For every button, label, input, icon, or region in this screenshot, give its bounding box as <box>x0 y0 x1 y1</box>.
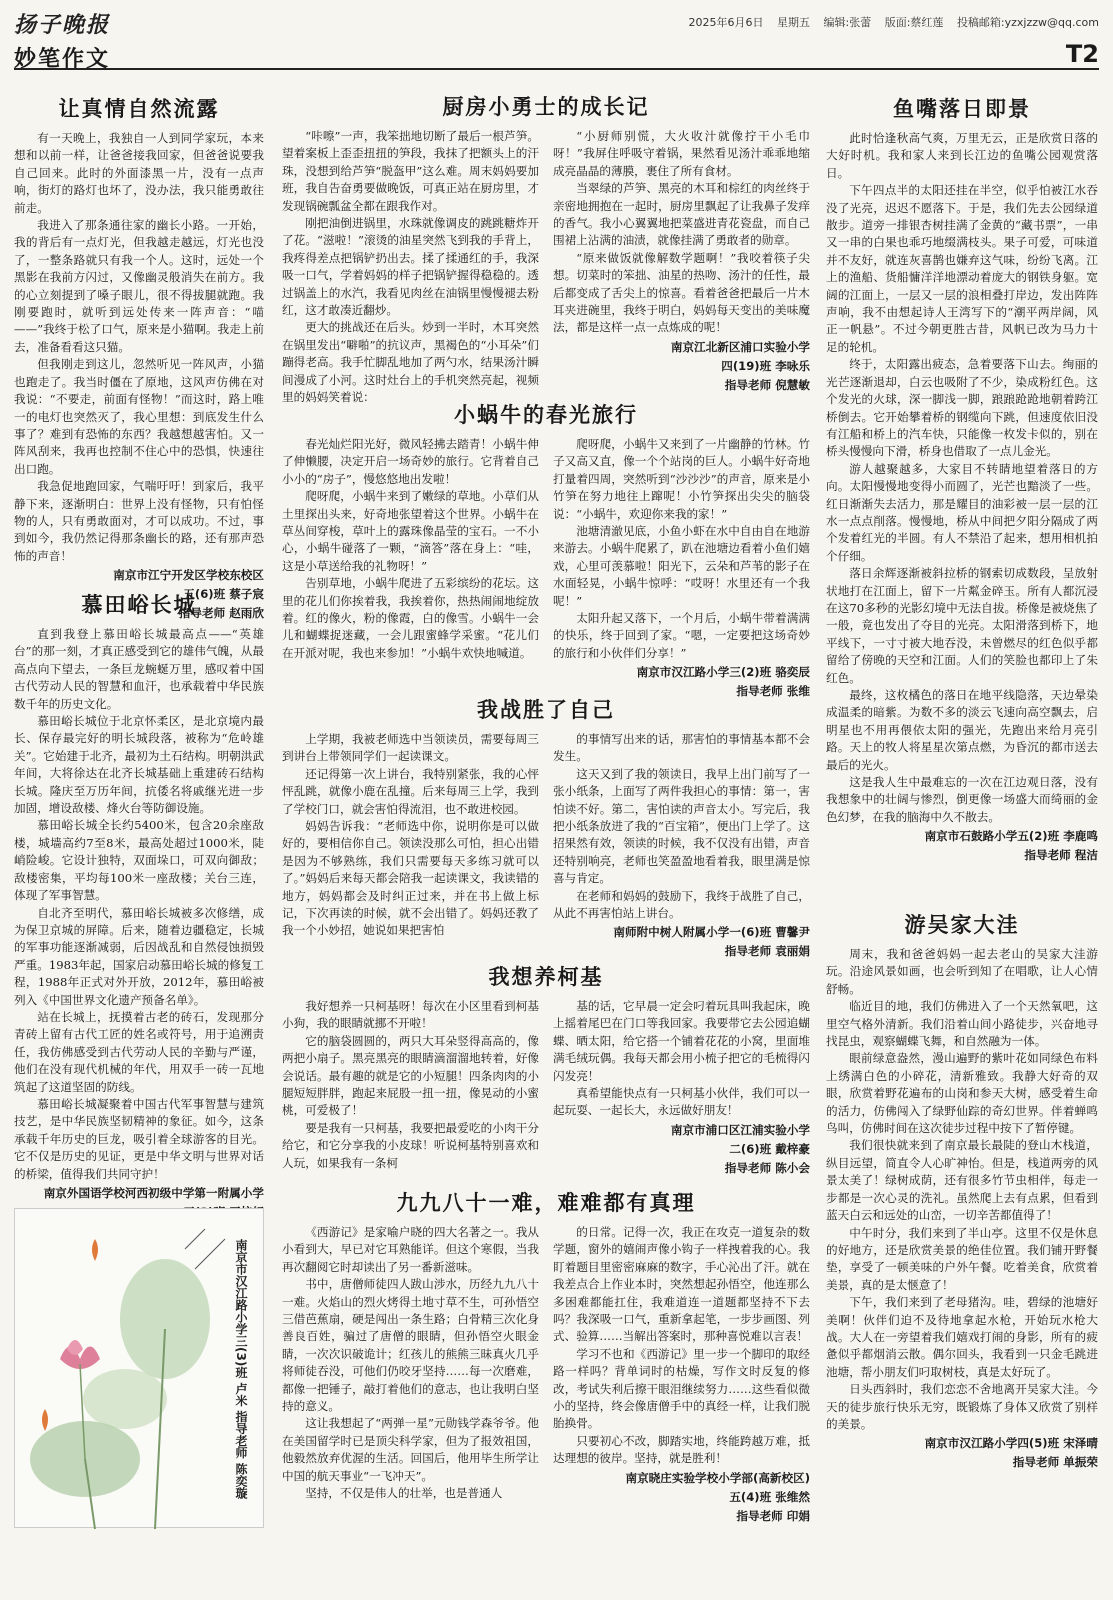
article-paragraph: 更大的挑战还在后头。炒到一半时，木耳突然在锅里发出“噼啪”的抗议声，黑褐色的“小耳朵”们蹦得老高。我手忙脚乱地加了两勺水，结果汤汁瞬间漫成了小河。这时灶台上的手机突然亮起，视频里的妈妈笑着说： <box>282 320 539 405</box>
author-school: 南京江北新区浦口实验小学 <box>670 339 810 354</box>
author-name: 南京市石鼓路小学五(2)班 李鹿鸣 <box>924 829 1098 844</box>
newspaper-logo: 扬子晚报 <box>14 12 111 38</box>
author-name: 南京市汉江路小学三(2)班 骆奕辰 <box>636 665 810 680</box>
article-paragraph: 直到我登上慕田峪长城最高点——“英雄台”的那一刻，才真正感受到它的雄伟气魄，从最高点向下望去，一条巨龙蜿蜒万里，感叹着中国古代劳动人民的智慧和血汗，也承载着中华民族数千年的历史文化。 <box>14 627 264 711</box>
article-paragraph: 我好想养一只柯基呀！每次在小区里看到柯基小狗，我的眼睛就挪不开啦！ <box>282 999 539 1031</box>
article-paragraph: 这让我想起了“两弹一星”元勋钱学森爷爷。他在美国留学时已是顶尖科学家，但为了报效祖国，他毅然放弃优渥的生活。回国后，他用毕生所学让中国的航天事业“一飞冲天”。 <box>282 1416 539 1483</box>
article-paragraph: 上学期，我被老师选中当领读员，需要每周三到讲台上带领同学们一起读课文。 <box>282 732 539 764</box>
author-school: 南京市浦口区江浦实验小学 <box>670 1122 810 1137</box>
article-paragraph: 游人越聚越多，大家目不转睛地望着落日的方向。太阳慢慢地变得小而圆了，光芒也黯淡了一些。红日渐渐失去活力，那是耀目的油彩被一层一层的江水一点点削落。慢慢地，桥从中间把夕阳分隔成了两个发着红光的半圆。有人不禁沿了起来，想用相机拍个仔细。 <box>826 461 1098 563</box>
painting-caption <box>233 1239 249 1499</box>
article-paragraph: 的事情写出来的话，那害怕的事情基本都不会发生。 <box>553 732 810 764</box>
article-title: 小蜗牛的春光旅行 <box>454 402 638 427</box>
article-paragraph: 这天又到了我的领读日，我早上出门前写了一张小纸条，上面写了两件我担心的事情：第一，害怕读不好。第二，害怕读的声音太小。写完后，我把小纸条放进了我的“百宝箱”，便出门上学了。这招果然有效，领读的时候，我不仅没有出错，声音还特别响亮，老师也笑盈盈地看着我，眼里满是惊喜与肯定。 <box>553 766 810 886</box>
article-title: 我战胜了自己 <box>477 697 615 722</box>
article-paragraph: 在老师和妈妈的鼓励下，我终于战胜了自己，从此不再害怕站上讲台。 <box>553 888 810 921</box>
article-paragraph: 《西游记》是家喻户晓的四大名著之一。我从小看到大，早已对它耳熟能详。但这个寒假，当我再次翻阅它时却读出了另一番新滋味。 <box>282 1225 539 1274</box>
article-paragraph: 自北齐至明代，慕田峪长城被多次修缮，成为保卫京城的屏障。后来，随着边疆稳定，长城的军事功能逐渐减弱，后因战乱和自然侵蚀损毁严重。1983年起，国家启动慕田峪长城的修复工程，1988年正式对外开放，2012年，慕田峪被列入《中国世界文化遗产预备名单》。 <box>14 905 264 1007</box>
teacher-name: 指导老师 程洁 <box>1024 848 1098 863</box>
lotus-painting-image <box>15 1209 265 1529</box>
author-school: 南京市江宁开发区学校东校区 <box>113 568 264 583</box>
article-paragraph: 要是我有一只柯基，我要把最爱吃的小肉干分给它，和它分享我的小皮球！听说柯基特别喜欢和人玩，如果我有一条柯 <box>282 1120 539 1170</box>
article-paragraph: 周末，我和爸爸妈妈一起去老山的吴家大洼游玩。沿途风景如画，也会听到知了在唱歌，让人心情舒畅。 <box>826 947 1098 996</box>
teacher-name: 指导老师 倪慧敏 <box>724 377 810 392</box>
author-school: 南京晓庄实验学校小学部(高新校区) <box>625 1470 810 1485</box>
student-painting <box>14 1208 264 1528</box>
teacher-name: 指导老师 单振荣 <box>1012 1455 1098 1470</box>
article-paragraph: 日头西斜时，我们恋恋不舍地离开吴家大洼。今天的徒步旅行快乐无穷，既锻炼了身体又欣赏了别样的美景。 <box>826 1382 1098 1431</box>
article-paragraph: 池塘清澈见底，小鱼小虾在水中自由自在地游来游去。小蜗牛爬累了，趴在池塘边看着小鱼们嬉戏，心里可羡慕啦！阳光下，云朵和芦苇的影子在水面轻晃，小蜗牛惊呼：“哎呀！水里还有一个我呢！” <box>553 524 810 608</box>
article-paragraph: 书中，唐僧师徒四人跋山涉水，历经九九八十一难。火焰山的烈火烤得土地寸草不生，可孙悟空三借芭蕉扇，硬是闯出一条生路；白骨精三次化身善良百姓，骗过了唐僧的眼睛，但孙悟空火眼金睛，一次次识破诡计；红孩儿的熊熊三昧真火几乎将师徒吞没，可他们仍咬牙坚持……每一次磨难，都像一把锤子，敲打着他们的意志，也让我明白坚持的意义。 <box>282 1277 539 1414</box>
article-title: 我想养柯基 <box>488 964 604 989</box>
article-paragraph: 下午四点半的太阳还挂在半空，似乎怕被江水吞没了光亮，迟迟不愿落下。于是，我们先去公园绿道散步。道旁一排银杏树挂满了金黄的“藏书票”，一串又一串的白果也乖巧地缀满枝头。果子可爱，可味道并不友好，就连灰喜鹊也嫌弃这气味，纷纷飞离。江上的渔船、货船慵洋洋地漂动着庞大的钢铁身躯。宽阔的江面上，一层又一层的浪相叠打岸边，发出阵阵声响，我不由想起诗人王湾写下的“潮平两岸阔，风正一帆悬”。不过今朝更胜古昔，风帆已改为马力十足的轮机。 <box>826 183 1098 354</box>
author-name: 南京市汉江路小学四(5)班 宋泽晴 <box>924 1436 1098 1451</box>
article-paragraph: 此时恰逢秋高气爽，万里无云，正是欣赏日落的大好时机。我和家人来到长江边的鱼嘴公园观赏落日。 <box>826 131 1098 180</box>
teacher-name: 指导老师 张维 <box>736 684 810 699</box>
article-overcame-myself <box>282 697 810 959</box>
article-paragraph: 学习不也和《西游记》里一步一个脚印的取经路一样吗？背单词时的枯燥，写作文时反复的修改，考试失利后擦干眼泪继续努力……这些看似微小的坚持，终会像唐僧手中的真经一样，让我们脱胎换骨。 <box>553 1346 810 1431</box>
article-paragraph: 慕田峪长城位于北京怀柔区，是北京境内最长、保存最完好的明长城段落，被称为“危岭雄关”。它始建于北齐，最初为土石结构。明朝洪武年间，大将徐达在北齐长城基础上重建砖石结构长城。隆庆至万历年间，抗倭名将戚继光进一步加固，增设敌楼、烽火台等防御设施。 <box>14 714 264 816</box>
article-paragraph: 当翠绿的芦笋、黑亮的木耳和棕红的肉丝终于亲密地拥抱在一起时，厨房里飘起了让我鼻子发痒的香气。我小心翼翼地把菜盛进青花瓷盘，而自己围裙上沾满的油渍，就像挂满了勇敢者的勋章。 <box>553 181 810 248</box>
article-paragraph: 但我刚走到这儿，忽然听见一阵风声，小猫也跑走了。我当时僵在了原地，这风声仿佛在对我说：“不要走，前面有怪物！”而这时，路上唯一的电灯也突然灭了，我心里想：到底发生什么事了？难到有恐怖的东西？我越想越害怕。又一阵风刮来，我再也控制不住心中的恐惧，快速往出口跑。 <box>14 357 264 476</box>
article-kitchen-hero <box>282 94 810 405</box>
article-paragraph: 太阳升起又落下，一个月后，小蜗牛带着满满的快乐，终于回到了家。“嗯，一定要把这场奇妙的旅行和小伙伴们分享！” <box>553 611 810 660</box>
article-paragraph: “咔嚓”一声，我笨拙地切断了最后一根芦笋。望着案板上歪歪扭扭的笋段，我抹了把额头上的汗珠，没想到给芦笋“脱盔甲”这么难。周末妈妈要加班，我自告奋勇要做晚饭，可真正站在厨房里，才发现锅碗瓢盆全都在跟我作对。 <box>282 129 539 213</box>
issue-weekday: 星期五 <box>777 16 810 29</box>
article-paragraph: 下午，我们来到了老母猪沟。哇，碧绿的池塘好美啊！伙伴们迫不及待地拿起水枪，开始玩水枪大战。大人在一旁望着我们嬉戏打闹的身影，所有的疲惫似乎都烟消云散。偶尔回头，我看到一只金毛跳进池塘，帮小朋友们叼取树枝，真是太好玩了。 <box>826 1295 1098 1379</box>
article-81-trials <box>282 1190 810 1594</box>
article-mutianyu <box>14 592 264 1200</box>
author-name: 四(19)班 李咏乐 <box>721 358 810 373</box>
submission-email[interactable]: 投稿邮箱:yzxjzzw@qq.com <box>956 16 1099 29</box>
article-yuzui-sunset <box>826 96 1098 904</box>
article-title: 让真情自然流露 <box>58 96 220 121</box>
article-paragraph: 站在长城上，抚摸着古老的砖石，发现那分青砖上留有古代工匠的姓名或符号，用于追溯责任，我仿佛感受到古代劳动人民的辛勤与严谨，他们在没有现代机械的年代，用双手一砖一瓦地筑起了这道坚固的防线。 <box>14 1009 264 1094</box>
article-paragraph: 终于，太阳露出疲态，急着要落下山去。绚丽的光芒逐渐退却，白云也吸附了不少，染成粉红色。这个发光的火球，深一脚浅一脚，踉踉跄跄地朝着跨江桥倒去。它开始攀着桥的钢缆向下跳，但速度依旧没有江船和桥上的汽车快，只能像一枚发卡似的，别在桥头慢慢向下滑，桥身也借取了一点儿金光。 <box>826 357 1098 459</box>
article-paragraph: 慕田峪长城全长约5400米，包含20余座敌楼，城墙高约7至8米，最高处超过1000米，陡峭险峻。它设计独特，双面垛口，可双向御敌；敌楼密集，平均每100米一座敌楼；关台三连，体现了军事智慧。 <box>14 818 264 903</box>
article-paragraph: “原来做饭就像解数学题啊！”我咬着筷子尖想。切菜时的笨拙、油星的热吻、汤汁的任性，最后都变成了舌尖上的惊喜。看着爸爸把最后一片木耳夹进碗里，我终于明白，妈妈每天变出的美味魔法，都是这样一点一点炼成的呢！ <box>553 250 810 335</box>
painter-credit: 南京市汉江路小学三(3)班 卢米 <box>234 1239 248 1407</box>
article-title: 慕田峪长城 <box>81 592 197 617</box>
article-corgi <box>282 964 810 1184</box>
issue-meta <box>679 14 1100 30</box>
article-paragraph: 只要初心不改，脚踏实地，终能跨越万难，抵达理想的彼岸。坚持，就是胜利！ <box>553 1433 810 1466</box>
article-paragraph: 我急促地跑回家，气喘吁吁！到家后，我平静下来，逐渐明白：世界上没有怪物，只有怕怪物的人，只有勇敢面对，才可以成功。不过，事到如今，我仍然记得那条幽长的路，还有那声恐怖的声音！ <box>14 479 264 563</box>
article-wujiadawa <box>826 912 1098 1596</box>
section-title: 妙笔作文 <box>14 46 111 72</box>
teacher-name: 指导老师 赵雨欣 <box>178 606 264 621</box>
article-paragraph: 基的话，它早晨一定会叼着玩具叫我起床，晚上摇着尾巴在门口等我回家。我要带它去公园追蝴蝶、晒太阳，给它搭一个铺着花花的小窝，里面堆满毛绒玩偶。我每天都会用小梳子把它的毛梳得闪闪发亮！ <box>553 999 810 1083</box>
article-paragraph: 刚把油倒进锅里，水珠就像调皮的跳跳糖炸开了花。“滋啦！”滚烫的油星突然飞到我的手背上，我疼得差点把锅铲扔出去。揉了揉通红的手，我深吸一口气，学着妈妈的样子把锅铲握得稳稳的。透过锅盖上的水汽，我看见肉丝在油锅里慢慢褪去粉红，这才敢凑近翻炒。 <box>282 216 539 318</box>
article-paragraph: 的日常。记得一次，我正在攻克一道复杂的数学题，窗外的嬉闹声像小钩子一样拽着我的心。我盯着题目里密密麻麻的数字，手心沁出了汗。就在我差点合上作业本时，突然想起孙悟空，他连那么多困难都能扛住，我难道连一道题都坚持不下去吗？我深吸一口气，重新拿起笔，一步步画图、列式、验算……当解出答案时，那种喜悦难以言表！ <box>553 1225 810 1344</box>
article-title: 九九八十一难，难难都有真理 <box>396 1190 696 1215</box>
page-number: T2 <box>1065 40 1099 68</box>
teacher-name: 指导老师 印娟 <box>736 1508 810 1523</box>
article-paragraph: 这是我人生中最难忘的一次在江边观日落，没有我想象中的壮阔与惨烈，倒更像一场盛大而绮丽的金色幻梦，在我的脑海中久不散去。 <box>826 775 1098 824</box>
article-paragraph: 我进入了那条通往家的幽长小路。一开始，我的背后有一点灯光，但我越走越远，灯光也没了，一整条路就只有我一个人。这时，远处一个黑影在我前方闪过，又像幽灵般消失在前方。我的心立刻提到了嗓子眼儿，很不得拔腿就跑。我刚要跑时，就听到远处传来一阵声音：“喵——”我终于松了口气，原来是小猫啊。我走上前去，准备看看这只猫。 <box>14 218 264 354</box>
article-paragraph: 坚持，不仅是伟人的壮举，也是普通人 <box>305 1486 503 1501</box>
painting-teacher: 指导老师 陈奕璇 <box>234 1410 248 1499</box>
article-paragraph: 我们很快就来到了南京最长最陡的登山木栈道，纵目远望，简直令人心旷神怡。但是，栈道两旁的风景太美了！绿树成荫，还有很多竹节虫相伴，每走一步都是一次心灵的洗礼。虽然爬上去有点累，但看到蓝天白云和远处的山峦，一切辛苦都值得了！ <box>826 1138 1098 1223</box>
author-name: 二(6)班 戴梓豪 <box>729 1141 810 1156</box>
teacher-name: 指导老师 陈小会 <box>724 1160 810 1175</box>
editor: 编辑:张蕾 <box>823 16 872 29</box>
article-paragraph: 还记得第一次上讲台，我特别紧张，我的心怦怦乱跳，就像小鹿在乱撞。后来每周三上学，我到了学校门口，就会害怕得流泪，也不敢进校园。 <box>282 766 539 816</box>
article-paragraph: 真希望能快点有一只柯基小伙伴，我们可以一起玩耍、一起长大，永远做好朋友！ <box>553 1086 810 1118</box>
issue-date: 2025年6月6日 <box>688 16 764 29</box>
layout-editor: 版面:蔡红莲 <box>884 16 944 29</box>
article-paragraph: 最终，这枚橘色的落日在地平线隐落，天边晕染成温柔的暗紫。为数不多的淡云飞速向高空飘去，启明星也不用再偎依太阳的强光，先跑出来给月亮引路。天上的牧人将星星次第点燃，为昏沉的都市送去最后的光火。 <box>826 688 1098 772</box>
article-paragraph: 慕田峪长城凝聚着中国古代军事智慧与建筑技艺，是中华民族坚韧精神的象征。如今，这条承载千年历史的巨龙，吸引着全球游客的目光。它不仅是历史的见证，更是中华文明与世界对话的桥梁，值得我们共同守护！ <box>14 1096 264 1181</box>
article-paragraph: 春光灿烂阳光好，微风轻拂去踏青！小蜗牛伸了伸懒腰，决定开启一场奇妙的旅行。它背着自己小小的“房子”，慢悠悠地出发啦！ <box>282 437 539 486</box>
author-school: 南京外国语学校河西初级中学第一附属小学 <box>43 1186 264 1200</box>
article-title: 厨房小勇士的成长记 <box>442 94 650 119</box>
article-paragraph: 中午时分，我们来到了半山亭。这里不仅是休息的好地方，还是欣赏美景的绝佳位置。我们铺开野餐垫，享受了一顿美味的户外午餐。吃着美食，欣赏着美景，真的是太惬意了！ <box>826 1225 1098 1292</box>
article-paragraph: 爬呀爬，小蜗牛又来到了一片幽静的竹林。竹子又高又直，像一个个站岗的巨人。小蜗牛好奇地打量着四周，突然听到“沙沙沙”的声音，原来是小竹笋在努力地往上蹿呢！小竹笋探出尖尖的脑袋说：“小蜗牛，欢迎你来我的家！” <box>553 437 810 521</box>
teacher-name: 指导老师 袁丽娟 <box>724 944 810 959</box>
article-paragraph: 临近目的地，我们仿佛进入了一个天然氧吧，这里空气格外清新。我们沿着山间小路徒步，兴奋地寻找昆虫，观察蝴蝶飞舞，和自然融为一体。 <box>826 999 1098 1049</box>
masthead <box>14 6 1099 70</box>
article-title: 游吴家大洼 <box>904 912 1020 937</box>
article-paragraph: 它的脑袋圆圆的，两只大耳朵竖得高高的，像两把小扇子。黑亮黑亮的眼睛滴溜溜地转着，好像会说话。最有趣的就是它的小短腿！四条肉肉的小腿短短胖胖，跑起来屁股一扭一扭，像晃动的小蜜桃，可爱极了！ <box>282 1033 539 1118</box>
article-paragraph: 眼前绿意盎然，漫山遍野的紫叶花如同绿色布料上绣满白色的小碎花，清新雅致。我静大好奇的双眼，欣赏着野花遍布的山岗和参天大树，感受着生命的活力，仿佛闯入了绿野仙踪的奇幻世界。伴着蝉鸣鸟叫，仿佛时间在这次徒步过程中按下了暂停键。 <box>826 1051 1098 1136</box>
author-name: 五(6)班 蔡子宸 <box>183 587 264 602</box>
author-name: 南师附中树人附属小学一(6)班 曹馨尹 <box>613 925 810 940</box>
author-name: 五(4)班 张维然 <box>729 1489 810 1504</box>
article-title: 鱼嘴落日即景 <box>893 96 1031 121</box>
article-paragraph: 落日余辉逐渐被斜拉桥的钢索切成数段，呈放射状地打在江面上，留下一片粼金碎玉。所有人都沉浸在这70多秒的光影幻境中无法自拔。桥像是被烧焦了一般，竟也发出了夺目的光亮。太阳滑落到桥下，地平线下，一寸寸被大地吞没，未曾燃尽的红色似乎都留给了傍晚的天空和江面。人们的笑脸也都印上了朱红色。 <box>826 566 1098 685</box>
article-paragraph: “小厨师别慌，大火收汁就像拧干小毛巾呀！”我屏住呼吸守着锅，果然看见汤汁乖乖地缩成亮晶晶的薄膜，裹住了所有食材。 <box>553 129 810 178</box>
article-snail-trip <box>282 402 810 699</box>
article-paragraph: 告别草地，小蜗牛爬进了五彩缤纷的花坛。这里的花儿们你挨着我，我挨着你，热热闹闹地绽放着。红的像火，粉的像霞，白的像雪。小蜗牛一会儿和蝴蝶捉迷藏，一会儿跟蜜蜂学采蜜。“花儿们在开派对呢，我也来参加！”小蜗牛欢快地喊道。 <box>282 576 539 660</box>
article-paragraph: 有一天晚上，我独自一人到同学家玩，本来想和以前一样，让爸爸接我回家，但爸爸说要我自己回来。此时的外面漆黑一片，没有一点声响，街灯的路灯也坏了，没办法，我只能勇敢往前走。 <box>14 131 264 215</box>
article-paragraph: 爬呀爬，小蜗牛来到了嫩绿的草地。小草们从土里探出头来，好奇地张望着这个世界。小蜗牛在草丛间穿梭，草叶上的露珠像晶莹的宝石。一不小心，小蜗牛碰落了一颗，“滴答”落在身上：“哇，这是小草送给我的礼物呀！” <box>282 489 539 573</box>
article-paragraph: 妈妈告诉我：“老师选中你，说明你是可以做好的，要相信你自己。领读没那么可怕，担心出错是因为不够熟练，我们只需要每天多练习就可以了。”妈妈后来每天都会陪我一起读课文，我读错的地方，妈妈都会及时纠正过来，并在书上做上标记，下次再读的时候，就不会出错了。妈妈还教了我一个小妙招，她说如果把害怕 <box>282 819 539 938</box>
